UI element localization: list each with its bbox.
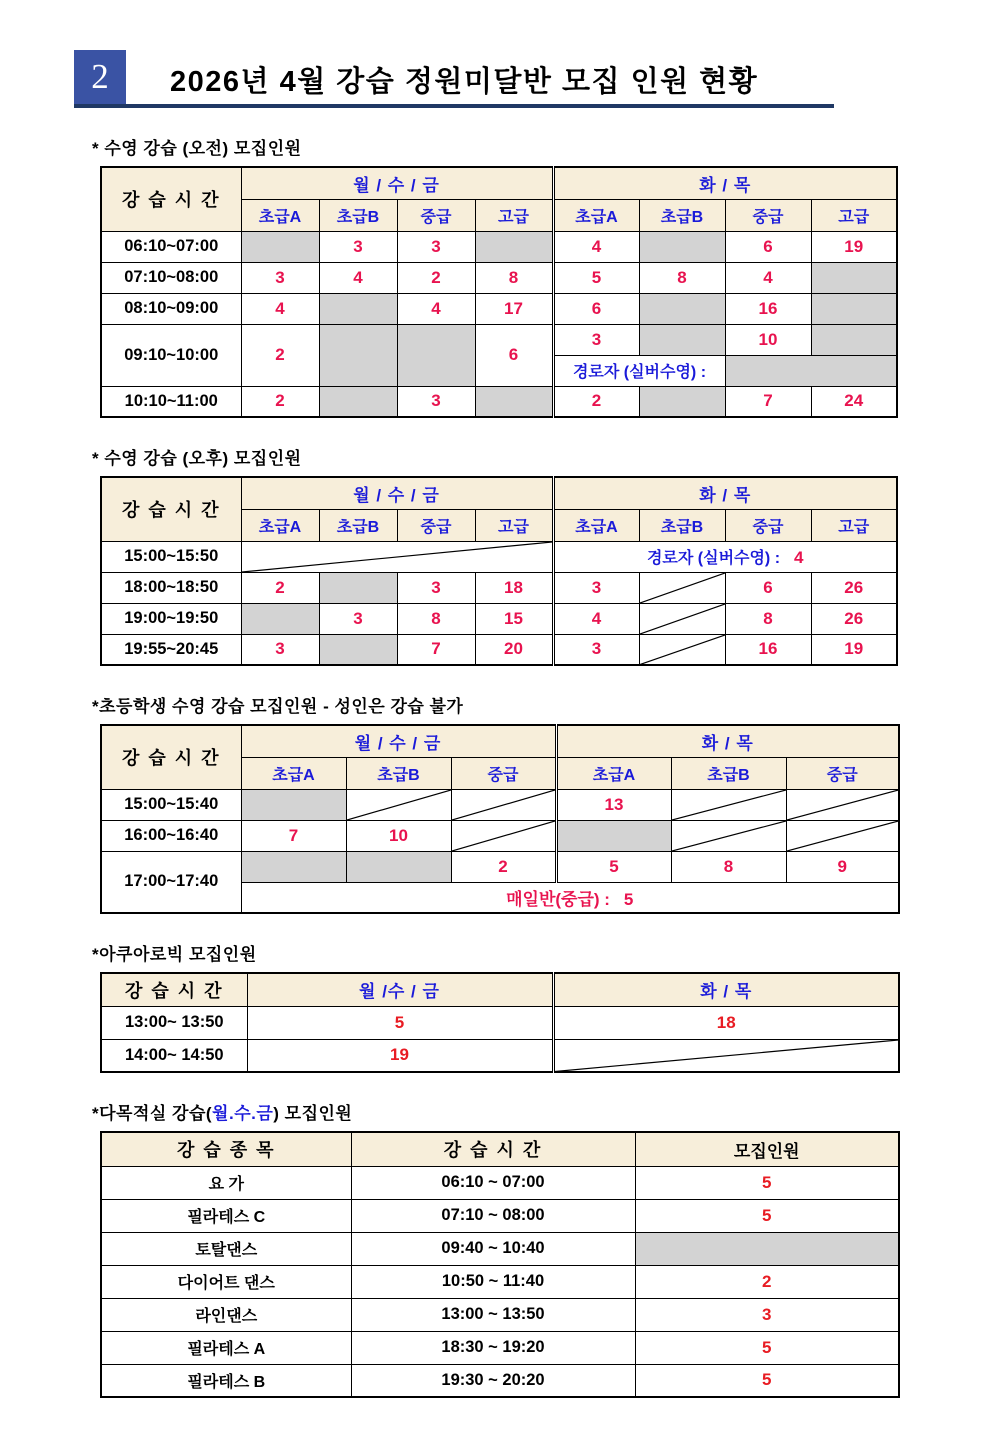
count-cell: 4 — [241, 293, 319, 324]
count-cell: 5 — [556, 851, 671, 882]
count-cell: 3 — [241, 262, 319, 293]
closed-cell — [241, 851, 346, 882]
column-group-tue-thu: 화 / 목 — [553, 973, 899, 1006]
time-cell: 10:10~11:00 — [101, 386, 241, 417]
count-cell: 20 — [475, 634, 553, 665]
section-label-aqua-aerobics: *아쿠아로빅 모집인원 — [92, 945, 257, 964]
subject-cell: 요 가 — [101, 1166, 351, 1199]
count-cell: 17 — [475, 293, 553, 324]
count-cell: 10 — [346, 820, 451, 851]
diagonal-line — [672, 821, 786, 851]
time-cell: 10:50 ~ 11:40 — [351, 1265, 635, 1298]
closed-cell — [319, 324, 397, 386]
silver-swimming-cell — [553, 541, 897, 572]
time-cell: 16:00~16:40 — [101, 820, 241, 851]
section-label-morning-swim: * 수영 강습 (오전) 모집인원 — [92, 139, 302, 158]
closed-cell — [319, 634, 397, 665]
count-cell: 3 — [241, 634, 319, 665]
count-cell: 16 — [725, 634, 811, 665]
count-cell: 8 — [671, 851, 786, 882]
diagonal-line — [640, 573, 725, 603]
closed-cell — [639, 293, 725, 324]
level-header: 초급A — [241, 199, 319, 231]
time-cell: 15:00~15:40 — [101, 789, 241, 820]
level-header: 초급B — [671, 757, 786, 789]
level-header: 초급A — [241, 757, 346, 789]
closed-cell — [811, 293, 897, 324]
column-group-mon-wed-fri: 월 /수 / 금 — [247, 973, 553, 1006]
subject-cell: 토탈댄스 — [101, 1232, 351, 1265]
level-header: 초급B — [319, 199, 397, 231]
level-header: 초급B — [639, 199, 725, 231]
multipurpose-label-suffix: ) 모집인원 — [273, 1104, 353, 1123]
not-offered-cell — [671, 820, 786, 851]
level-header: 중급 — [397, 199, 475, 231]
count-cell: 26 — [811, 572, 897, 603]
closed-cell — [811, 324, 897, 355]
diagonal-line — [672, 790, 786, 820]
not-offered-cell — [786, 789, 899, 820]
count-cell: 4 — [553, 231, 639, 262]
level-header: 중급 — [725, 509, 811, 541]
count-cell: 5 — [635, 1331, 899, 1364]
morning-swim-table — [100, 166, 898, 418]
column-group-tue-thu: 화 / 목 — [553, 477, 897, 509]
count-cell: 3 — [553, 634, 639, 665]
column-group-mon-wed-fri: 월 / 수 / 금 — [241, 725, 556, 757]
count-cell: 2 — [451, 851, 556, 882]
count-cell: 4 — [725, 262, 811, 293]
count-cell: 6 — [725, 231, 811, 262]
not-offered-cell — [451, 789, 556, 820]
count-cell: 24 — [811, 386, 897, 417]
column-group-mon-wed-fri: 월 / 수 / 금 — [241, 167, 553, 199]
closed-cell — [635, 1232, 899, 1265]
closed-cell — [397, 324, 475, 386]
closed-cell — [241, 603, 319, 634]
count-cell: 2 — [553, 386, 639, 417]
closed-cell — [725, 355, 897, 386]
count-cell: 6 — [475, 324, 553, 386]
diagonal-line — [555, 1040, 899, 1072]
count-cell: 6 — [725, 572, 811, 603]
diagonal-line — [787, 790, 899, 820]
column-header-time: 강 습 시 간 — [101, 167, 241, 231]
count-cell: 8 — [397, 603, 475, 634]
column-group-mon-wed-fri: 월 / 수 / 금 — [241, 477, 553, 509]
daily-class-count: 5 — [623, 889, 634, 909]
count-cell: 3 — [319, 603, 397, 634]
count-cell: 7 — [725, 386, 811, 417]
count-cell: 6 — [553, 293, 639, 324]
count-cell: 2 — [241, 386, 319, 417]
time-cell: 09:10~10:00 — [101, 324, 241, 386]
count-cell: 19 — [811, 231, 897, 262]
level-header: 중급 — [725, 199, 811, 231]
time-cell: 13:00~ 13:50 — [101, 1006, 247, 1039]
count-cell: 8 — [475, 262, 553, 293]
time-cell: 19:55~20:45 — [101, 634, 241, 665]
not-offered-cell — [639, 572, 725, 603]
not-offered-cell — [241, 541, 553, 572]
column-header-time: 강 습 시 간 — [101, 973, 247, 1006]
not-offered-cell — [553, 1039, 899, 1072]
silver-swimming-count: 4 — [794, 548, 804, 567]
diagonal-line — [640, 635, 725, 665]
closed-cell — [639, 231, 725, 262]
closed-cell — [241, 789, 346, 820]
section-label-elementary-swim: *초등학생 수영 강습 모집인원 - 성인은 강습 불가 — [92, 697, 464, 716]
level-header: 중급 — [451, 757, 556, 789]
count-cell: 7 — [397, 634, 475, 665]
time-cell: 19:30 ~ 20:20 — [351, 1364, 635, 1397]
subject-cell: 필라테스 B — [101, 1364, 351, 1397]
column-group-tue-thu: 화 / 목 — [553, 167, 897, 199]
not-offered-cell — [639, 603, 725, 634]
column-group-tue-thu: 화 / 목 — [556, 725, 899, 757]
elementary-swim-table — [100, 724, 900, 914]
section-number-badge: 2 — [74, 50, 126, 104]
time-cell: 18:30 ~ 19:20 — [351, 1331, 635, 1364]
count-cell: 16 — [725, 293, 811, 324]
count-cell: 2 — [397, 262, 475, 293]
daily-class-cell — [241, 882, 899, 913]
level-header: 초급B — [319, 509, 397, 541]
count-cell: 2 — [635, 1265, 899, 1298]
level-header: 고급 — [811, 199, 897, 231]
count-cell: 26 — [811, 603, 897, 634]
closed-cell — [346, 851, 451, 882]
diagonal-line — [640, 604, 725, 634]
level-header: 고급 — [811, 509, 897, 541]
count-cell: 5 — [635, 1166, 899, 1199]
count-cell: 3 — [397, 231, 475, 262]
multipurpose-label-prefix: *다목적실 강습( — [92, 1104, 213, 1123]
subject-cell: 라인댄스 — [101, 1298, 351, 1331]
count-cell: 4 — [319, 262, 397, 293]
closed-cell — [241, 231, 319, 262]
silver-swimming-label: 경로자 (실버수영) : — [553, 355, 725, 386]
level-header: 고급 — [475, 509, 553, 541]
count-cell: 15 — [475, 603, 553, 634]
closed-cell — [639, 386, 725, 417]
time-cell: 06:10~07:00 — [101, 231, 241, 262]
time-cell: 07:10 ~ 08:00 — [351, 1199, 635, 1232]
count-cell: 13 — [556, 789, 671, 820]
count-cell: 10 — [725, 324, 811, 355]
time-cell: 14:00~ 14:50 — [101, 1039, 247, 1072]
time-cell: 13:00 ~ 13:50 — [351, 1298, 635, 1331]
column-header-count: 모집인원 — [635, 1132, 899, 1166]
multipurpose-label-days: 월.수.금 — [212, 1104, 274, 1123]
level-header: 중급 — [397, 509, 475, 541]
level-header: 초급A — [553, 199, 639, 231]
level-header: 초급B — [346, 757, 451, 789]
time-cell: 18:00~18:50 — [101, 572, 241, 603]
subject-cell: 다이어트 댄스 — [101, 1265, 351, 1298]
column-header-time: 강 습 시 간 — [351, 1132, 635, 1166]
count-cell: 19 — [811, 634, 897, 665]
level-header: 초급A — [556, 757, 671, 789]
count-cell: 8 — [639, 262, 725, 293]
count-cell: 5 — [635, 1199, 899, 1232]
column-header-time: 강 습 시 간 — [101, 725, 241, 789]
title-bar — [74, 50, 834, 108]
count-cell: 3 — [553, 572, 639, 603]
closed-cell — [639, 324, 725, 355]
section-label-afternoon-swim: * 수영 강습 (오후) 모집인원 — [92, 449, 302, 468]
closed-cell — [319, 572, 397, 603]
time-cell: 15:00~15:50 — [101, 541, 241, 572]
not-offered-cell — [639, 634, 725, 665]
closed-cell — [475, 386, 553, 417]
count-cell: 3 — [319, 231, 397, 262]
closed-cell — [811, 262, 897, 293]
count-cell: 2 — [241, 324, 319, 386]
level-header: 초급A — [241, 509, 319, 541]
count-cell: 3 — [397, 386, 475, 417]
multipurpose-table — [100, 1131, 900, 1398]
count-cell: 3 — [553, 324, 639, 355]
count-cell: 5 — [553, 262, 639, 293]
count-cell: 2 — [241, 572, 319, 603]
time-cell: 17:00~17:40 — [101, 851, 241, 913]
afternoon-swim-table — [100, 476, 898, 666]
count-cell: 8 — [725, 603, 811, 634]
time-cell: 06:10 ~ 07:00 — [351, 1166, 635, 1199]
count-cell: 18 — [553, 1006, 899, 1039]
silver-swimming-label: 경로자 (실버수영) : — [646, 550, 781, 567]
count-cell: 7 — [241, 820, 346, 851]
count-cell: 18 — [475, 572, 553, 603]
count-cell: 5 — [247, 1006, 553, 1039]
section-label-multipurpose — [92, 1099, 992, 1124]
time-cell: 09:40 ~ 10:40 — [351, 1232, 635, 1265]
closed-cell — [556, 820, 671, 851]
closed-cell — [475, 231, 553, 262]
not-offered-cell — [451, 820, 556, 851]
diagonal-line — [787, 821, 899, 851]
not-offered-cell — [671, 789, 786, 820]
count-cell: 9 — [786, 851, 899, 882]
diagonal-line — [242, 542, 552, 572]
not-offered-cell — [786, 820, 899, 851]
count-cell: 5 — [635, 1364, 899, 1397]
level-header: 초급B — [639, 509, 725, 541]
diagonal-line — [452, 790, 555, 820]
subject-cell: 필라테스 C — [101, 1199, 351, 1232]
time-cell: 07:10~08:00 — [101, 262, 241, 293]
aqua-aerobics-table — [100, 972, 900, 1073]
level-header: 중급 — [786, 757, 899, 789]
count-cell: 3 — [635, 1298, 899, 1331]
column-header-subject: 강 습 종 목 — [101, 1132, 351, 1166]
diagonal-line — [452, 821, 555, 851]
closed-cell — [319, 386, 397, 417]
time-cell: 19:00~19:50 — [101, 603, 241, 634]
not-offered-cell — [346, 789, 451, 820]
time-cell: 08:10~09:00 — [101, 293, 241, 324]
count-cell: 3 — [397, 572, 475, 603]
level-header: 초급A — [553, 509, 639, 541]
level-header: 고급 — [475, 199, 553, 231]
diagonal-line — [347, 790, 451, 820]
subject-cell: 필라테스 A — [101, 1331, 351, 1364]
column-header-time: 강 습 시 간 — [101, 477, 241, 541]
count-cell: 4 — [553, 603, 639, 634]
page-title: 2026년 4월 강습 정원미달반 모집 인원 현황 — [170, 66, 759, 98]
count-cell: 19 — [247, 1039, 553, 1072]
daily-class-label: 매일반(중급) : — [506, 889, 610, 909]
count-cell: 4 — [397, 293, 475, 324]
closed-cell — [319, 293, 397, 324]
